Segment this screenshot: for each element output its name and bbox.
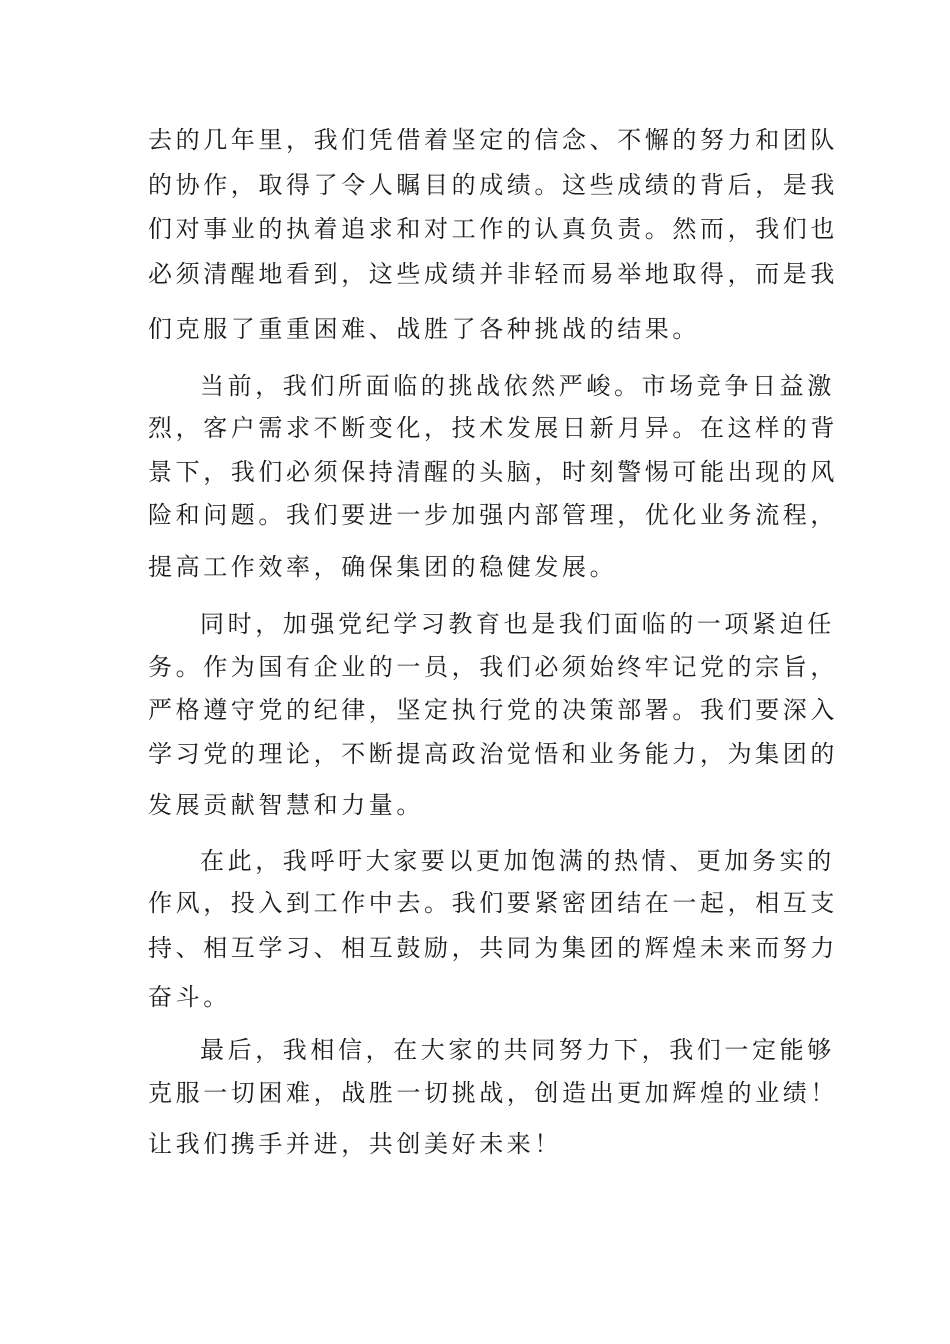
paragraph-2-line-3: 景下，我们必须保持清醒的头脑，时刻警惕可能出现的风 [148, 458, 838, 486]
paragraph-4-line-3: 持、相互学习、相互鼓励，共同为集团的辉煌未来而努力 [148, 934, 838, 962]
paragraph-2-line-4: 险和问题。我们要进一步加强内部管理，优化业务流程， [148, 501, 838, 529]
paragraph-1-line-5: 们克服了重重困难、战胜了各种挑战的结果。 [148, 315, 700, 343]
paragraph-1-line-2: 的协作，取得了令人瞩目的成绩。这些成绩的背后，是我 [148, 171, 838, 199]
paragraph-2-line-2: 烈，客户需求不断变化，技术发展日新月异。在这样的背 [148, 414, 838, 442]
paragraph-3-line-1: 同时，加强党纪学习教育也是我们面临的一项紧迫任 [200, 610, 835, 638]
paragraph-5-line-1: 最后，我相信，在大家的共同努力下，我们一定能够 [200, 1036, 835, 1064]
paragraph-4-line-2: 作风，投入到工作中去。我们要紧密团结在一起，相互支 [148, 889, 838, 917]
paragraph-4-line-1: 在此，我呼吁大家要以更加饱满的热情、更加务实的 [200, 847, 835, 875]
paragraph-5-line-3: 让我们携手并进，共创美好未来！ [148, 1130, 562, 1158]
paragraph-3-line-3: 严格遵守党的纪律，坚定执行党的决策部署。我们要深入 [148, 696, 838, 724]
paragraph-4-line-4: 奋斗。 [148, 983, 231, 1011]
paragraph-1-line-3: 们对事业的执着追求和对工作的认真负责。然而，我们也 [148, 215, 838, 243]
paragraph-2-line-1: 当前，我们所面临的挑战依然严峻。市场竞争日益激 [200, 372, 835, 400]
paragraph-1-line-1: 去的几年里，我们凭借着坚定的信念、不懈的努力和团队 [148, 126, 838, 154]
paragraph-3-line-5: 发展贡献智慧和力量。 [148, 791, 424, 819]
paragraph-3-line-4: 学习党的理论，不断提高政治觉悟和业务能力，为集团的 [148, 740, 838, 768]
paragraph-3-line-2: 务。作为国有企业的一员，我们必须始终牢记党的宗旨， [148, 653, 838, 681]
paragraph-1-line-4: 必须清醒地看到，这些成绩并非轻而易举地取得，而是我 [148, 260, 838, 288]
paragraph-5-line-2: 克服一切困难，战胜一切挑战，创造出更加辉煌的业绩！ [148, 1079, 838, 1107]
paragraph-2-line-5: 提高工作效率，确保集团的稳健发展。 [148, 553, 618, 581]
